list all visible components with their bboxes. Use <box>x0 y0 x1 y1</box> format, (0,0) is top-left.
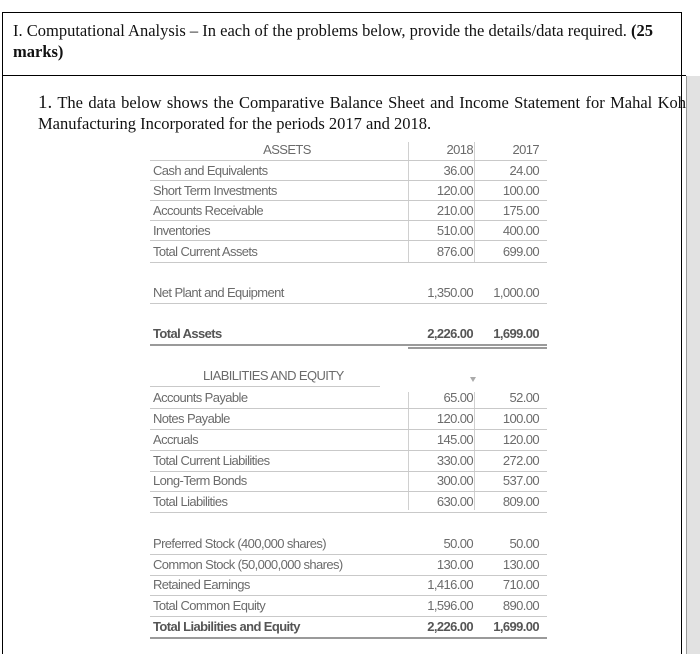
value-2017: 24.00 <box>509 163 539 178</box>
row-label: Total Assets <box>153 326 222 341</box>
value-2017: 400.00 <box>502 223 539 238</box>
value-2018: 1,350.00 <box>427 285 473 300</box>
section-heading <box>13 20 685 62</box>
row-label: Common Stock (50,000,000 shares) <box>153 557 343 572</box>
row-divider <box>150 303 547 304</box>
question-number: 1. <box>38 92 53 113</box>
table-header-row <box>150 140 547 159</box>
table-row <box>150 451 547 470</box>
section-marks: (25 marks) <box>13 21 653 61</box>
row-label: Inventories <box>153 223 210 238</box>
value-2018: 2,226.00 <box>427 619 473 634</box>
value-2018: 120.00 <box>436 183 473 198</box>
table-row <box>150 181 547 200</box>
side-scroll-strip <box>686 76 700 654</box>
row-label: Total Liabilities and Equity <box>153 619 300 634</box>
section-divider <box>2 75 686 76</box>
value-2018: 876.00 <box>436 244 473 259</box>
row-label: Accruals <box>153 432 199 447</box>
value-2017: 52.00 <box>509 390 539 405</box>
value-2018: 630.00 <box>436 494 473 509</box>
row-label: Net Plant and Equipment <box>153 285 284 300</box>
total-underline <box>150 637 547 639</box>
value-2017: 130.00 <box>502 557 539 572</box>
value-2018: 210.00 <box>436 203 473 218</box>
value-2018: 145.00 <box>436 432 473 447</box>
header-underline <box>150 386 380 387</box>
value-2018: 1,416.00 <box>427 577 473 592</box>
value-2017: 890.00 <box>502 598 539 613</box>
table-row <box>150 201 547 220</box>
value-2017: 100.00 <box>502 411 539 426</box>
assets-header: ASSETS <box>263 142 311 157</box>
value-2018: 130.00 <box>436 557 473 572</box>
table-row <box>150 596 547 615</box>
value-2017: 809.00 <box>502 494 539 509</box>
balance-sheet-table <box>150 140 547 644</box>
table-row-total-liabilities-equity <box>150 617 547 636</box>
year-2017-header: 2017 <box>512 142 539 157</box>
year-2018-header: 2018 <box>446 142 473 157</box>
value-2018: 50.00 <box>443 536 473 551</box>
table-row <box>150 221 547 240</box>
value-2017: 272.00 <box>502 453 539 468</box>
value-2017: 1,699.00 <box>493 326 539 341</box>
table-row <box>150 471 547 490</box>
value-2018: 1,596.00 <box>427 598 473 613</box>
value-2018: 36.00 <box>443 163 473 178</box>
table-row-total-assets <box>150 324 547 343</box>
value-2017: 50.00 <box>509 536 539 551</box>
value-2018: 65.00 <box>443 390 473 405</box>
row-label: Accounts Payable <box>153 390 248 405</box>
value-2018: 330.00 <box>436 453 473 468</box>
table-row <box>150 534 547 553</box>
value-2017: 699.00 <box>502 244 539 259</box>
value-2018: 2,226.00 <box>427 326 473 341</box>
row-label: Total Current Liabilities <box>153 453 270 468</box>
row-label: Long-Term Bonds <box>153 473 247 488</box>
row-divider <box>150 262 547 263</box>
row-label: Short Term Investments <box>153 183 277 198</box>
row-label: Total Common Equity <box>153 598 266 613</box>
row-label: Accounts Receivable <box>153 203 263 218</box>
question-text: The data below shows the Comparative Balance Sheet and Income Statement for Mahal Koh Manufacturing Incorporated for the periods 2017 and 2018. <box>38 93 687 133</box>
row-divider <box>150 240 547 241</box>
row-label: Retained Earnings <box>153 577 250 592</box>
value-2018: 120.00 <box>436 411 473 426</box>
liabilities-header-row <box>150 366 547 385</box>
value-2017: 1,000.00 <box>493 285 539 300</box>
double-underline <box>408 347 547 349</box>
table-row <box>150 492 547 511</box>
value-2017: 710.00 <box>502 577 539 592</box>
table-row <box>150 283 547 302</box>
total-underline <box>150 344 547 346</box>
row-label: Total Current Assets <box>153 244 258 259</box>
value-2017: 1,699.00 <box>493 619 539 634</box>
value-2017: 120.00 <box>502 432 539 447</box>
value-2017: 175.00 <box>502 203 539 218</box>
value-2017: 537.00 <box>502 473 539 488</box>
table-row <box>150 242 547 261</box>
table-row <box>150 161 547 180</box>
question-1 <box>38 92 686 134</box>
table-row <box>150 555 547 574</box>
row-label: Notes Payable <box>153 411 230 426</box>
row-label: Preferred Stock (400,000 shares) <box>153 536 327 551</box>
value-2017: 100.00 <box>502 183 539 198</box>
value-2018: 510.00 <box>436 223 473 238</box>
table-row <box>150 430 547 449</box>
row-label: Total Liabilities <box>153 494 228 509</box>
value-2018: 300.00 <box>436 473 473 488</box>
table-row <box>150 388 547 407</box>
row-divider <box>150 512 547 513</box>
row-label: Cash and Equivalents <box>153 163 268 178</box>
section-title: I. Computational Analysis – In each of the problems below, provide the details/data required. <box>13 21 627 40</box>
table-row <box>150 409 547 428</box>
liabilities-header: LIABILITIES AND EQUITY <box>203 368 344 383</box>
table-row <box>150 575 547 594</box>
